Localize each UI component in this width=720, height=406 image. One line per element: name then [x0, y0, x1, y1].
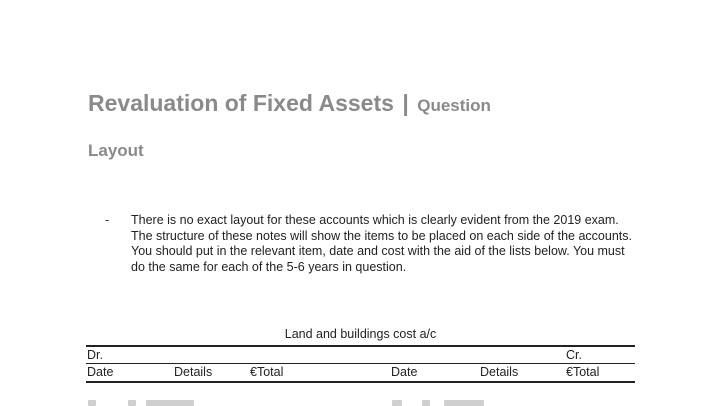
bullet-text: There is no exact layout for these accounts which is clearly evident from the 2019 exam. The structure of these notes will show the items to be placed on each side of the accounts. You should put in the relevant item, date and cost with the aid of the lists below. You must do the same for each of the 5-6 years in question.: [131, 213, 632, 274]
dr-cr-row: [86, 347, 635, 363]
cropped-text-fragment: [88, 400, 96, 406]
cropped-text-fragment: [146, 400, 194, 406]
column-header-details-cr: Details: [480, 365, 519, 379]
title-suffix: Question: [417, 96, 491, 115]
bullet-item: [105, 213, 635, 275]
column-header-date-dr: Date: [87, 365, 114, 379]
column-header-details-dr: Details: [174, 365, 213, 379]
cr-label: Cr.: [566, 347, 582, 362]
cropped-text-fragment: [128, 400, 136, 406]
account-title: Land and buildings cost a/c: [284, 327, 437, 341]
account-table: [86, 327, 635, 383]
section-heading: Layout: [88, 141, 144, 160]
page-title: [88, 90, 491, 117]
title-separator: |: [402, 90, 409, 116]
cropped-text-fragment: [422, 400, 430, 406]
column-header-total-cr: €Total: [566, 365, 600, 379]
cropped-text-fragment: [392, 400, 402, 406]
dr-label: Dr.: [87, 347, 103, 362]
title-main: Revaluation of Fixed Assets: [88, 90, 394, 116]
column-header-date-cr: Date: [391, 365, 418, 379]
column-header-total-dr: €Total: [250, 365, 284, 379]
cropped-text-row: [86, 398, 635, 406]
bottom-rule: [86, 381, 635, 383]
bullet-marker: -: [105, 213, 110, 227]
column-header-row: [86, 364, 635, 381]
cropped-text-fragment: [444, 400, 484, 406]
